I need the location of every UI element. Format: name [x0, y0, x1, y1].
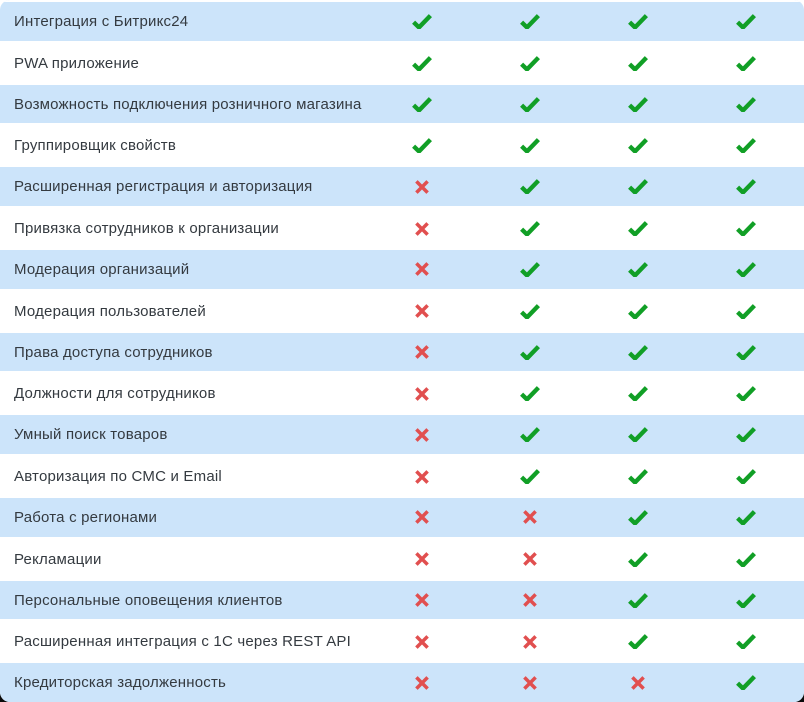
- table-row: [0, 661, 804, 702]
- check-icon: [412, 56, 432, 71]
- cross-icon: [414, 221, 430, 237]
- check-icon: [520, 97, 540, 112]
- value-cell-3: [584, 663, 692, 702]
- value-cell-1: [368, 622, 476, 661]
- feature-label: Должности для сотрудников: [14, 385, 216, 403]
- value-cell-2: [476, 498, 584, 537]
- check-icon: [628, 552, 648, 567]
- cross-icon: [414, 303, 430, 319]
- value-cell-2: [476, 622, 584, 661]
- check-icon: [736, 427, 756, 442]
- value-cell-3: [584, 209, 692, 248]
- cross-icon: [414, 469, 430, 485]
- check-icon: [628, 386, 648, 401]
- value-cell-2: [476, 581, 584, 620]
- value-cell-3: [584, 581, 692, 620]
- feature-label: Интеграция с Битрикс24: [14, 12, 189, 30]
- value-cell-3: [584, 415, 692, 454]
- value-cell-2: [476, 167, 584, 206]
- value-cell-4: [692, 457, 800, 496]
- feature-label: PWA приложение: [14, 54, 140, 72]
- row-end-padding: [800, 209, 804, 248]
- check-icon: [736, 345, 756, 360]
- check-icon: [628, 510, 648, 525]
- check-icon: [628, 179, 648, 194]
- check-icon: [628, 262, 648, 277]
- check-icon: [520, 221, 540, 236]
- cross-icon: [414, 509, 430, 525]
- check-icon: [736, 138, 756, 153]
- value-cell-3: [584, 333, 692, 372]
- value-cell-3: [584, 126, 692, 165]
- value-cell-3: [584, 374, 692, 413]
- value-cell-4: [692, 540, 800, 579]
- value-cell-4: [692, 167, 800, 206]
- table-row: [0, 331, 804, 375]
- value-cell-4: [692, 415, 800, 454]
- feature-label: Работа с регионами: [14, 508, 158, 526]
- table-row: [0, 579, 804, 623]
- cross-icon: [522, 675, 538, 691]
- table-row: [0, 374, 804, 413]
- check-icon: [628, 97, 648, 112]
- value-cell-2: [476, 333, 584, 372]
- check-icon: [628, 427, 648, 442]
- check-icon: [520, 304, 540, 319]
- value-cell-2: [476, 209, 584, 248]
- check-icon: [520, 14, 540, 29]
- value-cell-4: [692, 333, 800, 372]
- value-cell-1: [368, 209, 476, 248]
- table-row: [0, 496, 804, 540]
- value-cell-1: [368, 44, 476, 83]
- check-icon: [628, 593, 648, 608]
- check-icon: [736, 304, 756, 319]
- check-icon: [520, 386, 540, 401]
- check-icon: [736, 593, 756, 608]
- check-icon: [628, 304, 648, 319]
- cross-icon: [414, 592, 430, 608]
- value-cell-4: [692, 2, 800, 41]
- check-icon: [412, 97, 432, 112]
- cross-icon: [414, 179, 430, 195]
- feature-label: Умный поиск товаров: [14, 426, 168, 444]
- value-cell-1: [368, 85, 476, 124]
- value-cell-2: [476, 540, 584, 579]
- value-cell-3: [584, 457, 692, 496]
- check-icon: [736, 179, 756, 194]
- check-icon: [520, 56, 540, 71]
- row-end-padding: [800, 167, 804, 206]
- value-cell-4: [692, 498, 800, 537]
- row-end-padding: [800, 126, 804, 165]
- check-icon: [736, 262, 756, 277]
- feature-label: Привязка сотрудников к организации: [14, 220, 279, 238]
- value-cell-2: [476, 457, 584, 496]
- check-icon: [628, 469, 648, 484]
- table-row: [0, 126, 804, 165]
- check-icon: [628, 345, 648, 360]
- check-icon: [736, 634, 756, 649]
- row-end-padding: [800, 2, 804, 41]
- value-cell-1: [368, 333, 476, 372]
- row-end-padding: [800, 292, 804, 331]
- value-cell-2: [476, 126, 584, 165]
- table-row: [0, 248, 804, 292]
- check-icon: [520, 138, 540, 153]
- row-end-padding: [800, 498, 804, 537]
- value-cell-3: [584, 498, 692, 537]
- feature-label: Возможность подключения розничного магазина: [14, 95, 362, 113]
- cross-icon: [414, 675, 430, 691]
- table-row: [0, 622, 804, 661]
- value-cell-2: [476, 250, 584, 289]
- cross-icon: [414, 551, 430, 567]
- value-cell-2: [476, 44, 584, 83]
- value-cell-1: [368, 292, 476, 331]
- cross-icon: [414, 386, 430, 402]
- value-cell-4: [692, 292, 800, 331]
- value-cell-1: [368, 498, 476, 537]
- cross-icon: [522, 551, 538, 567]
- check-icon: [736, 675, 756, 690]
- value-cell-1: [368, 374, 476, 413]
- table-row: [0, 0, 804, 44]
- table-row: [0, 540, 804, 579]
- value-cell-2: [476, 415, 584, 454]
- row-end-padding: [800, 44, 804, 83]
- check-icon: [736, 510, 756, 525]
- check-icon: [736, 56, 756, 71]
- feature-label: Рекламации: [14, 550, 102, 568]
- check-icon: [628, 56, 648, 71]
- feature-label: Кредиторская задолженность: [14, 674, 227, 692]
- row-end-padding: [800, 374, 804, 413]
- check-icon: [520, 469, 540, 484]
- cross-icon: [414, 344, 430, 360]
- feature-label: Авторизация по СМС и Email: [14, 468, 222, 486]
- feature-label: Расширенная регистрация и авторизация: [14, 178, 313, 196]
- cross-icon: [414, 261, 430, 277]
- feature-label: Модерация пользователей: [14, 302, 206, 320]
- table-row: [0, 44, 804, 83]
- table-row: [0, 165, 804, 209]
- value-cell-2: [476, 374, 584, 413]
- value-cell-1: [368, 126, 476, 165]
- value-cell-4: [692, 622, 800, 661]
- cross-icon: [414, 634, 430, 650]
- row-end-padding: [800, 622, 804, 661]
- cross-icon: [522, 592, 538, 608]
- value-cell-4: [692, 126, 800, 165]
- value-cell-3: [584, 85, 692, 124]
- check-icon: [412, 14, 432, 29]
- value-cell-1: [368, 2, 476, 41]
- value-cell-4: [692, 209, 800, 248]
- table-row: [0, 413, 804, 457]
- row-end-padding: [800, 250, 804, 289]
- check-icon: [412, 138, 432, 153]
- value-cell-3: [584, 250, 692, 289]
- value-cell-3: [584, 167, 692, 206]
- value-cell-3: [584, 292, 692, 331]
- table-row: [0, 292, 804, 331]
- table-row: [0, 457, 804, 496]
- check-icon: [628, 138, 648, 153]
- check-icon: [736, 97, 756, 112]
- check-icon: [736, 14, 756, 29]
- feature-label: Персональные оповещения клиентов: [14, 591, 283, 609]
- value-cell-1: [368, 663, 476, 702]
- check-icon: [628, 634, 648, 649]
- value-cell-4: [692, 374, 800, 413]
- row-end-padding: [800, 663, 804, 702]
- value-cell-1: [368, 250, 476, 289]
- value-cell-4: [692, 44, 800, 83]
- value-cell-1: [368, 540, 476, 579]
- check-icon: [520, 179, 540, 194]
- row-end-padding: [800, 85, 804, 124]
- value-cell-4: [692, 581, 800, 620]
- check-icon: [736, 552, 756, 567]
- table-row: [0, 209, 804, 248]
- feature-label: Группировщик свойств: [14, 137, 177, 155]
- check-icon: [736, 386, 756, 401]
- cross-icon: [522, 634, 538, 650]
- value-cell-4: [692, 663, 800, 702]
- value-cell-2: [476, 663, 584, 702]
- value-cell-2: [476, 85, 584, 124]
- value-cell-1: [368, 415, 476, 454]
- feature-label: Расширенная интеграция с 1С через REST API: [14, 633, 351, 651]
- value-cell-1: [368, 581, 476, 620]
- value-cell-3: [584, 540, 692, 579]
- check-icon: [520, 345, 540, 360]
- check-icon: [628, 14, 648, 29]
- feature-label: Права доступа сотрудников: [14, 343, 213, 361]
- check-icon: [520, 427, 540, 442]
- value-cell-3: [584, 622, 692, 661]
- row-end-padding: [800, 415, 804, 454]
- value-cell-2: [476, 292, 584, 331]
- value-cell-4: [692, 85, 800, 124]
- value-cell-3: [584, 2, 692, 41]
- check-icon: [736, 221, 756, 236]
- check-icon: [628, 221, 648, 236]
- feature-label: Модерация организаций: [14, 260, 190, 278]
- cross-icon: [522, 509, 538, 525]
- table-row: [0, 83, 804, 127]
- value-cell-4: [692, 250, 800, 289]
- row-end-padding: [800, 581, 804, 620]
- cross-icon: [414, 427, 430, 443]
- check-icon: [520, 262, 540, 277]
- value-cell-1: [368, 167, 476, 206]
- value-cell-3: [584, 44, 692, 83]
- row-end-padding: [800, 457, 804, 496]
- check-icon: [736, 469, 756, 484]
- value-cell-1: [368, 457, 476, 496]
- value-cell-2: [476, 2, 584, 41]
- row-end-padding: [800, 540, 804, 579]
- cross-icon: [630, 675, 646, 691]
- row-end-padding: [800, 333, 804, 372]
